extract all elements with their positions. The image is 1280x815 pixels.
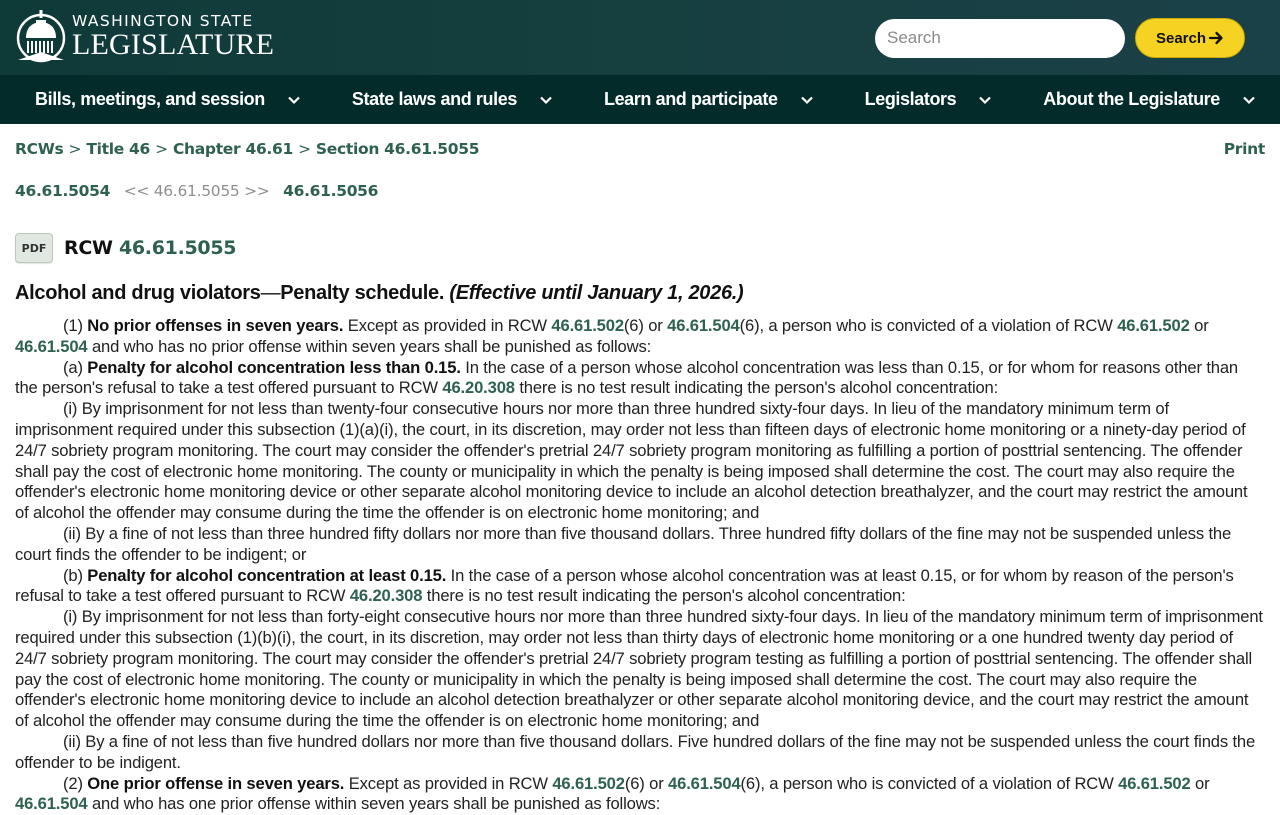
paragraph-1a: (a) Penalty for alcohol concentration less than 0.15. In the case of a person whose alcohol concentration was less than 0.15, or for whom for reasons other than the person's refusal to take a test offered pursuant to RCW 46.20.308 there is no test result indicating the person's alcohol concentration: [15,357,1239,398]
nav-item-label: Learn and participate [603,89,778,109]
caption-rest: Penalty schedule. [280,282,445,304]
rcw-link[interactable]: 46.61.502 [552,773,625,793]
breadcrumb-section[interactable]: Section 46.61.5055 [315,140,480,158]
search-form [875,18,1245,58]
capitol-dome-icon [14,8,68,64]
page-title [64,237,236,259]
site-header [0,0,1280,75]
paragraph-1: (1) No prior offenses in seven years. Except as provided in RCW 46.61.502(6) or 46.61.504(6), a person who is convicted of a violation of RCW 46.61.502 or 46.61.504 and who has no prior offense within seven years shall be punished as follows: [15,316,1209,356]
rcw-link[interactable]: 46.61.504 [15,794,88,814]
breadcrumb-title[interactable]: Title 46 [86,140,151,158]
section-caption [15,282,1265,312]
paragraph-1b-i: (i) By imprisonment for not less than forty-eight consecutive hours nor more than three hundred sixty-four days. In lieu of the mandatory minimum term of imprisonment required under this subsection (1)(b)(i), the court, in its discretion, may order not less than thirty days of electronic home monitoring or a one hundred twenty day period of 24/7 sobriety program monitoring. The court may consider the offender's pretrial 24/7 sobriety program testing as fulfilling a portion of posttrial sentencing. The offender shall pay the cost of electronic home monitoring. The county or municipality in which the penalty is being imposed shall determine the cost. The court may also require the offender's electronic home monitoring device to include an alcohol detection breathalyzer or other separate alcohol monitoring device, and the court may restrict the amount of alcohol the offender may consume during the time the offender is on electronic home monitoring; and [15,607,1263,731]
rcw-link[interactable]: 46.61.504 [15,336,88,356]
chevron-down-icon [539,93,553,107]
breadcrumb-separator: > [68,140,82,158]
rcw-link[interactable]: 46.61.504 [668,773,741,793]
breadcrumb-separator: > [155,140,168,158]
nav-item-label: State laws and rules [351,89,517,109]
nav-item-about[interactable] [1043,75,1256,124]
nav-item-label: Bills, meetings, and session [35,89,265,109]
chevron-down-icon [800,93,814,107]
pdf-button[interactable]: PDF [15,233,53,263]
caption-dash: — [260,282,281,304]
chevron-down-icon [287,93,301,107]
nav-item-label: Legislators [864,89,957,109]
paragraph-1b: (b) Penalty for alcohol concentration at least 0.15. In the case of a person whose alcohol concentration was at least 0.15, or for whom by reason of the person's refusal to take a test offered pursuant to RCW 46.20.308 there is no test result indicating the person's alcohol concentration: [15,565,1234,606]
chevron-down-icon [1242,93,1256,107]
logo-text-main: LEGISLATURE [72,28,275,61]
rcw-link[interactable]: 46.61.504 [667,316,740,335]
section-navigation [15,176,1265,222]
caption-main: Alcohol and drug violators [15,282,261,304]
nav-item-legislators[interactable] [865,75,993,124]
prev-section-link[interactable]: 46.61.5054 [15,182,111,200]
rcw-link[interactable]: 46.20.308 [442,378,515,398]
search-button[interactable] [1135,18,1245,58]
paragraph-1a-ii: (ii) By a fine of not less than three hundred fifty dollars nor more than five thousand dollars. Three hundred fifty dollars of the fine may not be suspended unless the court finds the offender to be indigent; or [15,523,1232,564]
current-section: << 46.61.5055 >> [123,182,270,200]
breadcrumb-separator: > [298,140,311,158]
rcw-link[interactable]: 46.61.502 [1117,316,1190,335]
paragraph-1a-i: (i) By imprisonment for not less than twenty-four consecutive hours nor more than three hundred sixty-four days. In lieu of the mandatory minimum term of imprisonment required under this subsection (1)(a)(i), the court, in its discretion, may order not less than fifteen days of electronic home monitoring or a ninety-day period of 24/7 sobriety program monitoring. The court may consider the offender's pretrial 24/7 sobriety program monitoring as fulfilling a portion of posttrial sentencing. The offender shall pay the cost of electronic home monitoring. The county or municipality in which the penalty is being imposed shall determine the cost. The court may also require the offender's electronic home monitoring device or other separate alcohol monitoring device to include an alcohol detection breathalyzer, and the court may restrict the amount of alcohol the offender may consume during the time the offender is on electronic home monitoring; and [15,399,1248,523]
effective-note: (Effective until January 1, 2026.) [449,282,744,304]
rcw-prefix: RCW [64,237,113,259]
paragraph-1b-ii: (ii) By a fine of not less than five hundred dollars nor more than five thousand dollars. Five hundred dollars of the fine may not be suspended unless the court finds the offender to be indigent. [15,731,1256,772]
rcw-number-link[interactable]: 46.61.5055 [118,237,237,259]
statute-body [15,316,1265,815]
arrow-right-icon [1208,30,1224,46]
breadcrumb-rcws[interactable]: RCWs [15,140,64,158]
nav-item-state-laws[interactable] [352,75,553,124]
rcw-link[interactable]: 46.20.308 [349,586,423,606]
main-content [0,124,1280,815]
logo-text-top: WASHINGTON STATE [72,12,254,30]
breadcrumb [15,140,1265,158]
rcw-link[interactable]: 46.61.502 [551,316,624,335]
site-logo[interactable] [14,8,274,64]
nav-item-label: About the Legislature [1043,89,1220,109]
next-section-link[interactable]: 46.61.5056 [283,182,379,200]
breadcrumb-chapter[interactable]: Chapter 46.61 [172,140,293,158]
search-button-label: Search [1155,29,1207,47]
nav-item-bills[interactable] [35,75,301,124]
print-link[interactable]: Print [1223,140,1265,158]
chevron-down-icon [978,93,992,107]
paragraph-2: (2) One prior offense in seven years. Except as provided in RCW 46.61.502(6) or 46.61.504(6), a person who is convicted of a violation of RCW 46.61.502 or 46.61.504 and who has one prior offense within seven years shall be punished as follows: [15,773,1210,814]
nav-item-learn[interactable] [604,75,814,124]
search-input[interactable] [875,19,1125,58]
rcw-link[interactable]: 46.61.502 [1118,773,1191,793]
main-nav [0,75,1280,124]
